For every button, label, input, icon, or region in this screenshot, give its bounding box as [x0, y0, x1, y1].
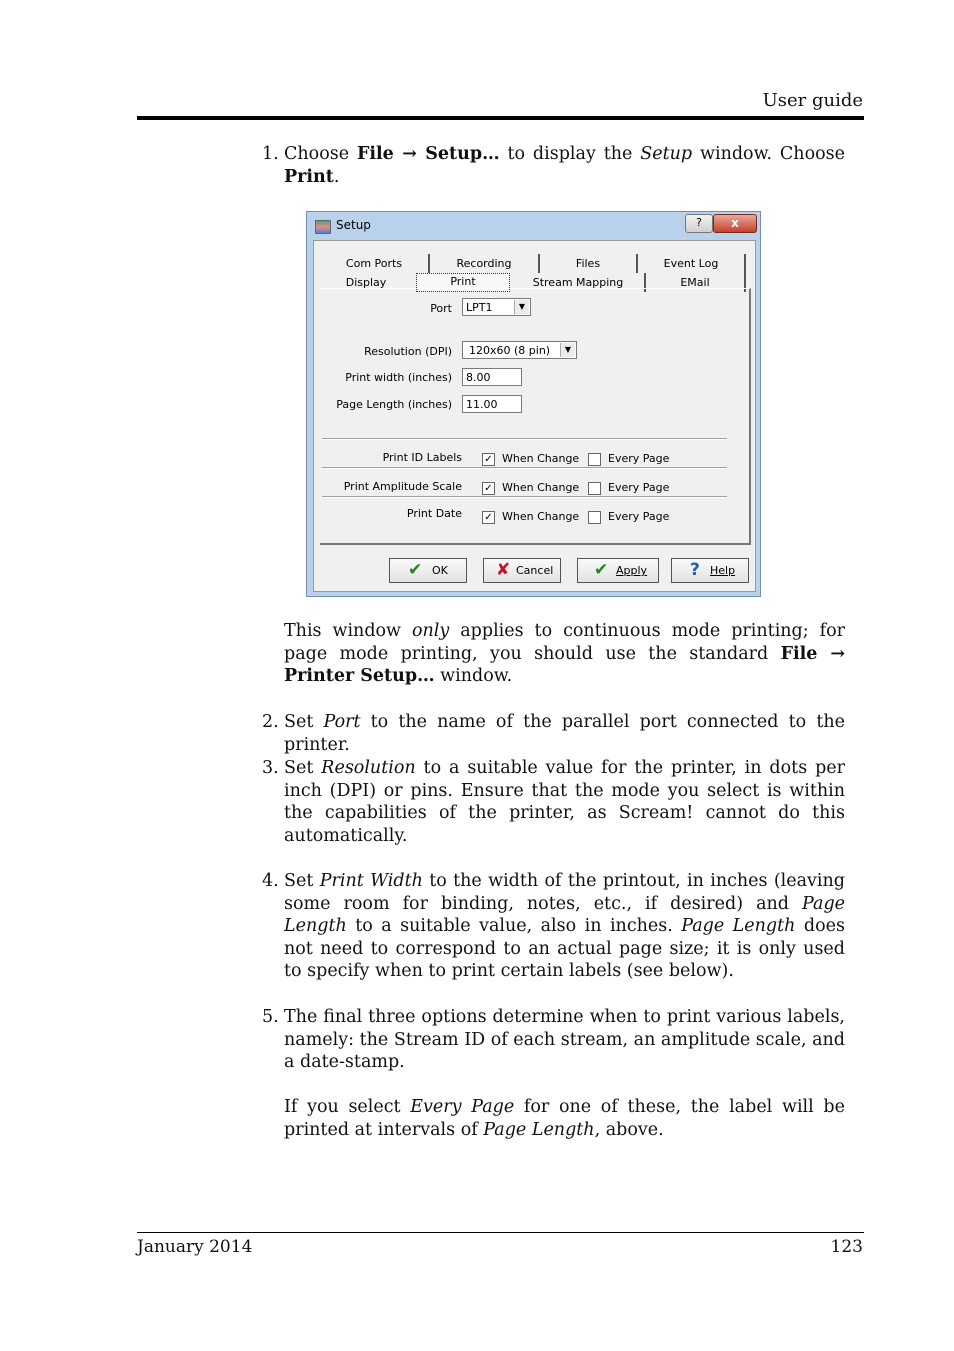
amplitude-every-page-label: Every Page: [608, 481, 670, 494]
text-run: , above.: [594, 1119, 664, 1140]
cancel-button[interactable]: [483, 558, 561, 583]
italic-term: Every Page: [410, 1097, 515, 1117]
cross-icon: ✘: [496, 560, 511, 580]
print-id-every-page-label: Every Page: [608, 452, 670, 465]
print-tab-panel: [320, 288, 751, 545]
tab-event-log[interactable]: Event Log: [638, 254, 746, 273]
footer-rule: [137, 1232, 864, 1233]
step-5-note: [284, 1096, 845, 1141]
italic-term: Page Length: [681, 916, 796, 937]
titlebar-close-button[interactable]: x: [713, 214, 757, 233]
ok-label: OK: [432, 564, 448, 577]
help-label: Help: [710, 564, 736, 577]
amplitude-every-page-checkbox[interactable]: [588, 482, 601, 495]
page-header-title: User guide: [762, 90, 863, 111]
amplitude-when-change-checkbox[interactable]: ✓: [482, 482, 495, 495]
text-run: Choose: [284, 144, 357, 164]
text-run: Set: [284, 871, 320, 891]
divider: [322, 438, 727, 440]
help-button[interactable]: [671, 558, 749, 583]
text-run: window.: [434, 666, 513, 687]
text-run: .: [333, 166, 340, 187]
checkmark-icon: ✔: [408, 560, 423, 580]
checkmark-icon: ✔: [594, 560, 609, 580]
text-run: applies to continuous mode printing; for page mode printing, you should use the standard: [284, 621, 845, 664]
text-run: to the name of the parallel port connected to the printer.: [284, 712, 845, 755]
text-run: Set: [284, 758, 322, 778]
step-number-4: 4.: [262, 871, 279, 891]
italic-term: Resolution: [321, 758, 416, 778]
page-number: 123: [830, 1237, 863, 1257]
tab-files[interactable]: Files: [540, 254, 638, 273]
header-rule: [137, 116, 864, 120]
text-run: to display the: [499, 144, 641, 164]
tab-email[interactable]: EMail: [646, 273, 746, 292]
step-3-text: [284, 757, 845, 847]
step-5-text: [284, 1006, 845, 1074]
step-number-3: 3.: [262, 758, 279, 778]
amplitude-when-change-label: When Change: [502, 481, 580, 494]
date-every-page-checkbox[interactable]: [588, 511, 601, 524]
question-mark-icon: ?: [690, 560, 700, 580]
text-run: window. Choose: [692, 144, 845, 164]
page-length-input[interactable]: 11.00: [462, 395, 522, 413]
setup-dialog: [306, 211, 761, 597]
text-run: The final three options determine when to print various labels, namely: the Stream ID of each stream, an amplitude scale, and a date-stamp.: [284, 1007, 845, 1073]
cancel-label: Cancel: [516, 564, 554, 577]
divider: [322, 496, 727, 498]
step-number-1: 1.: [262, 144, 279, 164]
print-id-labels-label: Print ID Labels: [382, 451, 462, 464]
step-1-text: [284, 143, 845, 188]
date-every-page-label: Every Page: [608, 510, 670, 523]
port-select[interactable]: [462, 298, 531, 316]
text-run: If you select: [284, 1097, 411, 1117]
bold-term: File → Printer Setup…: [284, 643, 845, 687]
dialog-titlebar: [307, 212, 760, 240]
step-number-2: 2.: [262, 712, 279, 732]
text-run: to the width of the printout, in inches (leaving some room for binding, notes, etc., if desired) and: [284, 871, 845, 914]
bold-term: File → Setup…: [356, 144, 500, 164]
resolution-label: Resolution (DPI): [364, 345, 452, 358]
date-when-change-checkbox[interactable]: ✓: [482, 511, 495, 524]
chevron-down-icon[interactable]: ▼: [560, 343, 575, 357]
text-run: does not need to correspond to an actual page size; it is only used to specify when to print certain labels (see below).: [284, 916, 845, 982]
text-run: Set: [284, 712, 324, 732]
print-amplitude-scale-label: Print Amplitude Scale: [343, 480, 462, 493]
setup-app-icon: [315, 220, 331, 234]
print-id-when-change-label: When Change: [502, 452, 580, 465]
text-run: to a suitable value for the printer, in dots per inch (DPI) or pins. Ensure that the mode you select is within the capabilities of the printer, as Scream! cannot do this automatically.: [284, 758, 845, 846]
dialog-title: Setup: [336, 218, 371, 232]
tab-recording[interactable]: Recording: [430, 254, 540, 273]
bold-term: Print: [284, 166, 334, 187]
print-width-label: Print width (inches): [345, 371, 452, 384]
italic-term: only: [411, 621, 450, 641]
step-4-text: [284, 870, 845, 983]
port-value: LPT1: [466, 301, 493, 314]
ok-button[interactable]: [389, 558, 467, 583]
italic-term: Print Width: [319, 871, 423, 891]
text-run: for one of these, the label will be printed at intervals of: [284, 1097, 845, 1140]
print-id-every-page-checkbox[interactable]: [588, 453, 601, 466]
chevron-down-icon[interactable]: ▼: [514, 300, 529, 314]
step-number-5: 5.: [262, 1007, 279, 1027]
italic-term: Port: [323, 712, 361, 732]
step-1-note: [284, 620, 845, 688]
text-run: to a suitable value, also in inches.: [346, 916, 682, 937]
print-id-when-change-checkbox[interactable]: ✓: [482, 453, 495, 466]
tab-stream-mapping[interactable]: Stream Mapping: [512, 273, 646, 292]
text-run: This window: [284, 621, 412, 641]
tab-display[interactable]: Display: [345, 276, 387, 289]
apply-button[interactable]: [577, 558, 659, 583]
apply-label: Apply: [616, 564, 648, 577]
resolution-select[interactable]: [462, 341, 577, 359]
date-when-change-label: When Change: [502, 510, 580, 523]
titlebar-help-button[interactable]: ?: [685, 214, 713, 233]
print-width-input[interactable]: 8.00: [462, 368, 522, 386]
tab-print[interactable]: Print: [416, 273, 510, 292]
step-2-text: [284, 711, 845, 756]
port-label: Port: [430, 302, 452, 315]
print-date-label: Print Date: [406, 507, 462, 520]
page-length-label: Page Length (inches): [336, 398, 452, 411]
italic-term: Page Length: [284, 893, 845, 937]
footer-date: January 2014: [137, 1237, 253, 1257]
italic-term: Setup: [640, 144, 693, 164]
divider: [322, 467, 727, 469]
italic-term: Page Length: [483, 1119, 595, 1140]
tab-row-1: [320, 254, 752, 273]
tab-com-ports[interactable]: Com Ports: [320, 254, 430, 273]
resolution-value: 120x60 (8 pin): [469, 344, 551, 357]
dialog-client-area: [313, 240, 756, 592]
